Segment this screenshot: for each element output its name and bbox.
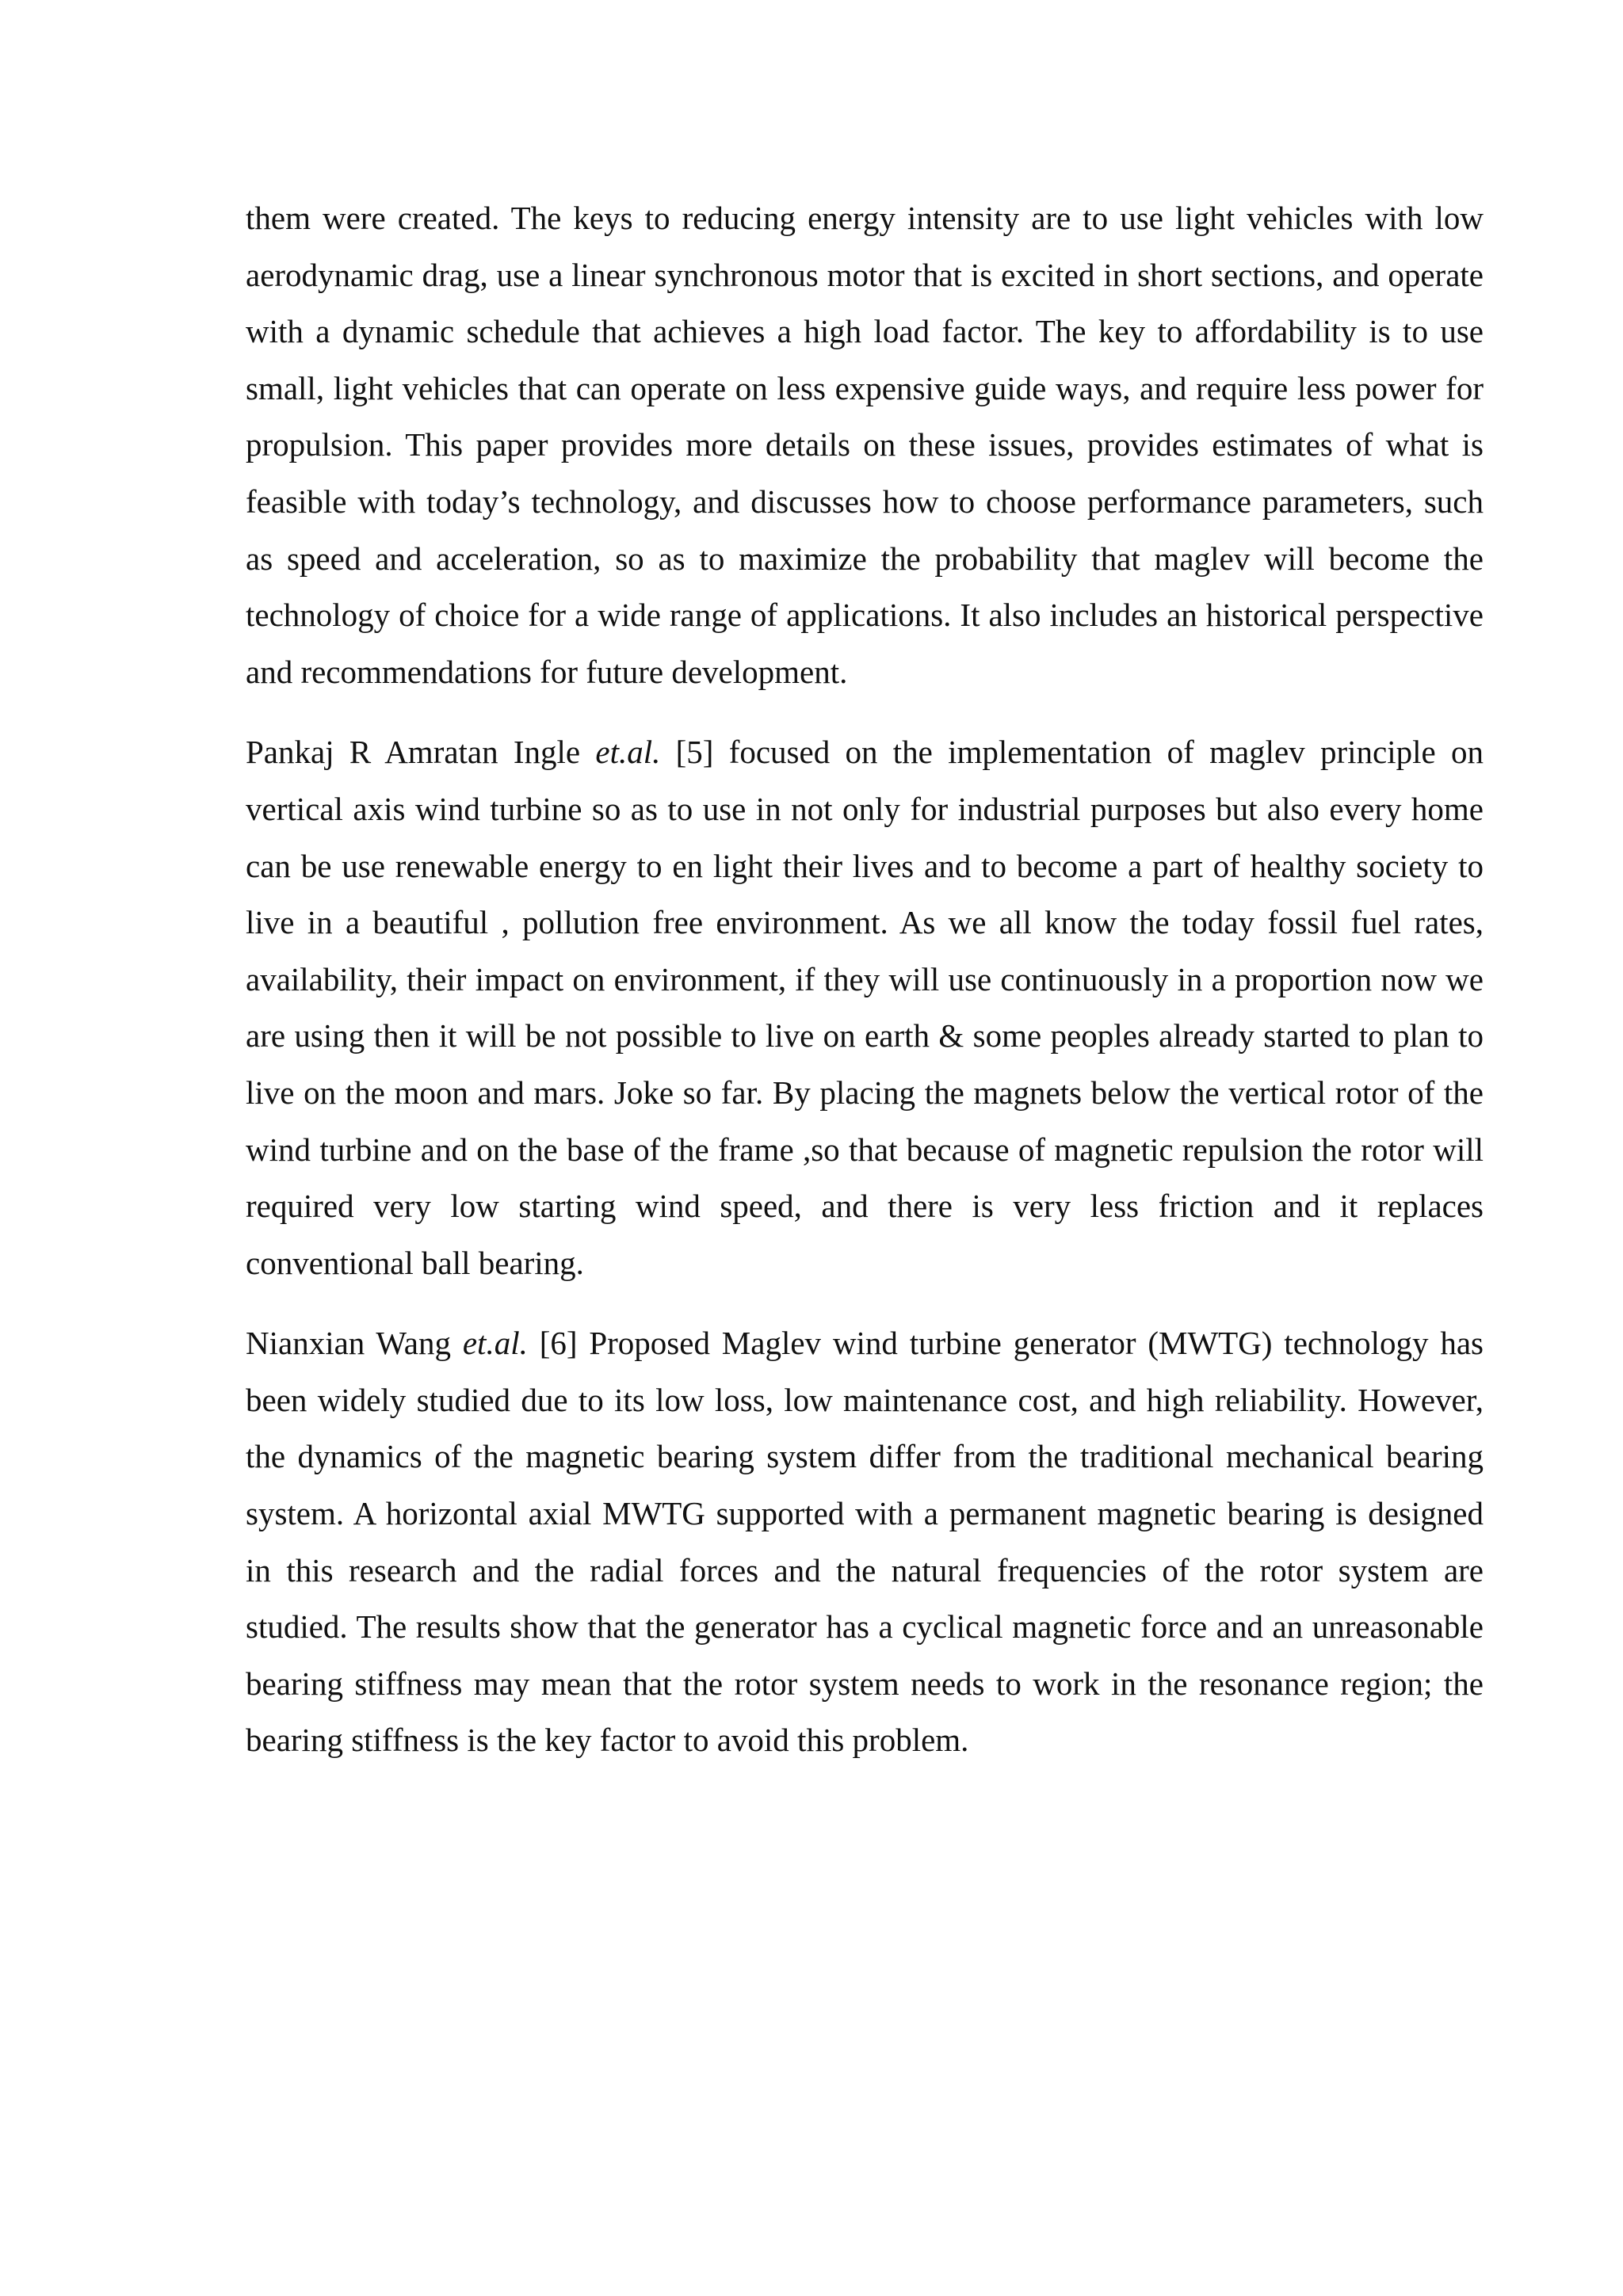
paragraph-text: them were created. The keys to reducing energy intensity are to use light vehicles with low aerodynamic drag, use a linear synchronous motor that is excited in short sections, and operate with a dynamic schedule that achieves a high load factor. The key to affordability is to use small, light vehicles that can operate on less expensive guide ways, and require less power for propulsion. This paper provides more details on these issues, provides estimates of what is feasible with today’s technology, and discusses how to choose performance parameters, such as speed and acceleration, so as to maximize the probability that maglev will become the technology of choice for a wide range of applications. It also includes an historical perspective and recommendations for future development. bbox=[246, 200, 1484, 690]
paragraph-text: [6] Proposed Maglev wind turbine generator (MWTG) technology has been widely studied due to its low loss, low maintenance cost, and high reliability. However, the dynamics of the magnetic bearing system differ from the traditional mechanical bearing system. A horizontal axial MWTG supported with a permanent magnetic bearing is designed in this research and the radial forces and the natural frequencies of the rotor system are studied. The results show that the generator has a cyclical magnetic force and an unreasonable bearing stiffness may mean that the rotor system needs to work in the resonance region; the bearing stiffness is the key factor to avoid this problem. bbox=[246, 1325, 1484, 1759]
paragraph-maglev-energy bbox=[246, 190, 1484, 700]
author-name: Nianxian Wang bbox=[246, 1325, 463, 1362]
author-name: Pankaj R Amratan Ingle bbox=[246, 734, 596, 771]
paragraph-wang-review bbox=[246, 1315, 1484, 1769]
et-al-citation: et.al. bbox=[462, 1325, 528, 1362]
paragraph-ingle-review bbox=[246, 724, 1484, 1291]
paragraph-text: [5] focused on the implementation of maglev principle on vertical axis wind turbine so as to use in not only for industrial purposes but also every home can be use renewable energy to en light their lives and to become a part of healthy society to live in a beautiful , pollution free environment. As we all know the today fossil fuel rates, availability, their impact on environment, if they will use continuously in a proportion now we are using then it will be not possible to live on earth & some peoples already started to plan to live on the moon and mars. Joke so far. By placing the magnets below the vertical rotor of the wind turbine and on the base of the frame ,so that because of magnetic repulsion the rotor will required very low starting wind speed, and there is very less friction and it replaces conventional ball bearing. bbox=[246, 734, 1484, 1281]
et-al-citation: et.al. bbox=[595, 734, 661, 771]
body-text bbox=[246, 190, 1484, 1793]
